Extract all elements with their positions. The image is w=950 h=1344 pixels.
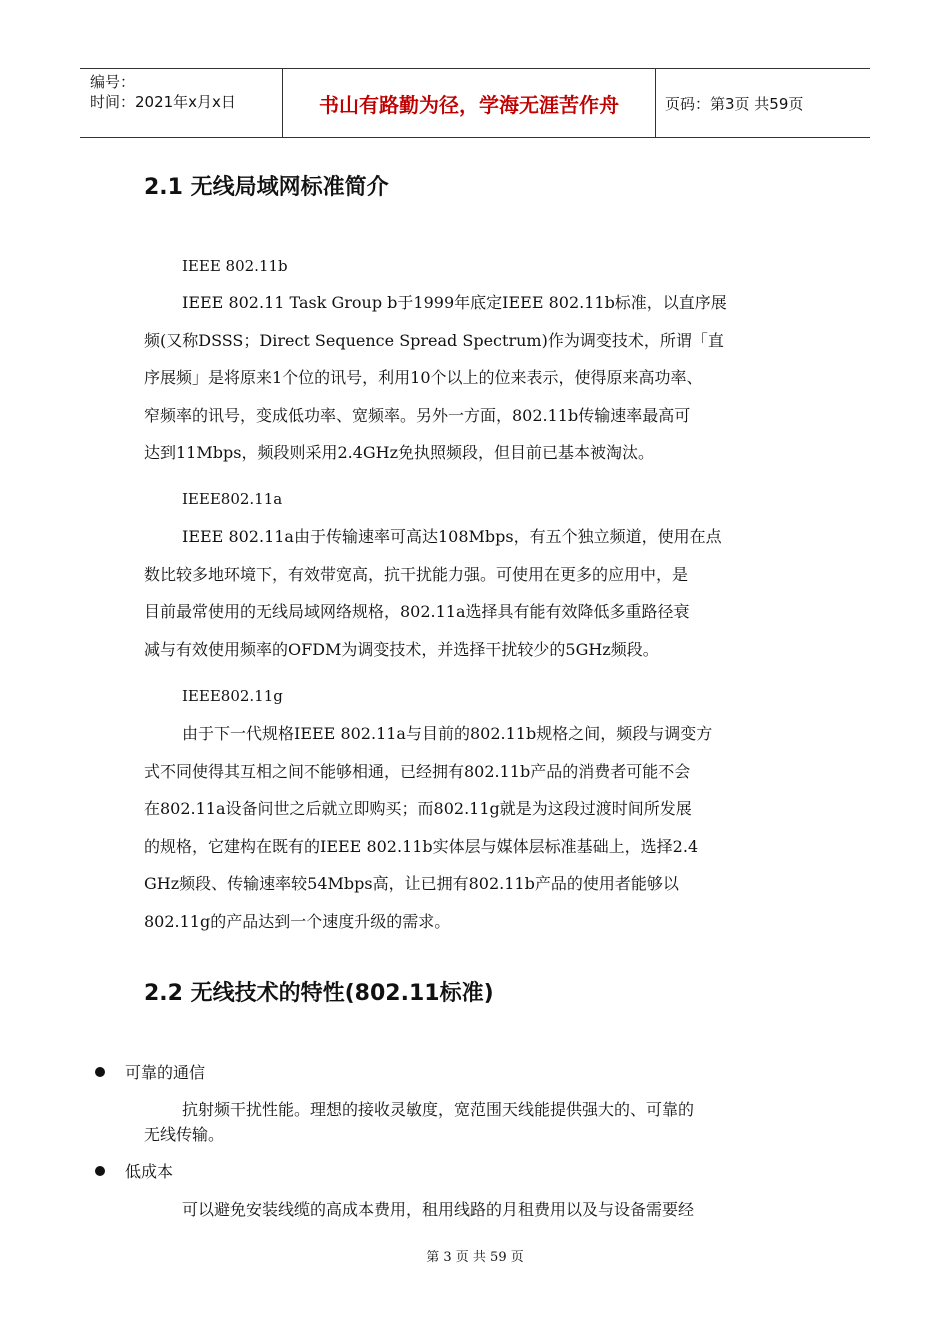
text-line: 频(又称DSSS；Direct Sequence Spread Spectrum)作为调变技术，所谓「直 — [144, 330, 724, 350]
date-label: 时间：2021年x月x日 — [90, 93, 236, 111]
text-line: 抗射频干扰性能。理想的接收灵敏度，宽范围天线能提供强大的、可靠的 — [182, 1100, 695, 1119]
subheading-80211a: IEEE802.11a — [182, 490, 283, 508]
text-line: IEEE 802.11a由于传输速率可高达108Mbps，有五个独立频道，使用在点 — [182, 527, 722, 546]
bullet-dot-icon — [95, 1067, 105, 1077]
text-line: 减与有效使用频率的OFDM为调变技术，并选择干扰较少的5GHz频段。 — [144, 639, 659, 659]
text-line: 802.11g的产品达到一个速度升级的需求。 — [144, 911, 451, 931]
bullet-item-reliable — [95, 1060, 205, 1083]
bullet-text-reliable — [144, 1097, 808, 1147]
page-header — [80, 68, 870, 138]
text-line: GHz频段、传输速率较54Mbps高，让已拥有802.11b产品的使用者能够以 — [144, 874, 679, 893]
motto: 书山有路勤为径，学海无涯苦作舟 — [282, 69, 656, 137]
subheading-80211g: IEEE802.11g — [182, 687, 283, 705]
header-left — [80, 69, 282, 137]
bullet-item-lowcost — [95, 1159, 173, 1182]
text-line: 窄频率的讯号，变成低功率、宽频率。另外一方面，802.11b传输速率最高可 — [144, 405, 691, 425]
text-line: 达到11Mbps，频段则采用2.4GHz免执照频段，但目前已基本被淘汰。 — [144, 443, 655, 462]
code-label: 编号： — [90, 73, 136, 91]
text-line: 无线传输。 — [144, 1125, 225, 1144]
text-line: 序展频」是将原来1个位的讯号，利用10个以上的位来表示，使得原来高功率、 — [144, 368, 703, 387]
text-line: IEEE 802.11 Task Group b于1999年底定IEEE 802.11b标准，以直序展 — [182, 293, 727, 312]
paragraph-80211b — [144, 284, 808, 472]
text-line: 目前最常使用的无线局域网络规格，802.11a选择具有能有效降低多重路径衰 — [144, 602, 690, 621]
paragraph-80211g — [144, 715, 808, 940]
section-title-2-1: 2.1 无线局域网标准简介 — [144, 175, 389, 200]
bullet-label: 可靠的通信 — [125, 1063, 206, 1082]
bullet-label: 低成本 — [125, 1162, 174, 1181]
text-line: 由于下一代规格IEEE 802.11a与目前的802.11b规格之间，频段与调变方 — [182, 724, 713, 743]
page-footer: 第 3 页 共 59 页 — [426, 1250, 524, 1265]
section-title-2-2: 2.2 无线技术的特性(802.11标准) — [144, 981, 494, 1006]
text-line: 可以避免安装线缆的高成本费用，租用线路的月租费用以及与设备需要经 — [182, 1200, 695, 1219]
paragraph-80211a — [144, 518, 808, 668]
text-line: 在802.11a设备问世之后就立即购买；而802.11g就是为这段过渡时间所发展 — [144, 799, 692, 818]
text-line: 的规格，它建构在既有的IEEE 802.11b实体层与媒体层标准基础上，选择2.4 — [144, 836, 699, 856]
page-info: 页码：第3页 共59页 — [665, 94, 804, 113]
text-line: 式不同使得其互相之间不能够相通，已经拥有802.11b产品的消费者可能不会 — [144, 761, 691, 781]
subheading-80211b: IEEE 802.11b — [182, 257, 288, 275]
bullet-text-lowcost — [144, 1197, 808, 1222]
text-line: 数比较多地环境下，有效带宽高，抗干扰能力强。可使用在更多的应用中，是 — [144, 564, 689, 584]
bullet-dot-icon — [95, 1166, 105, 1176]
